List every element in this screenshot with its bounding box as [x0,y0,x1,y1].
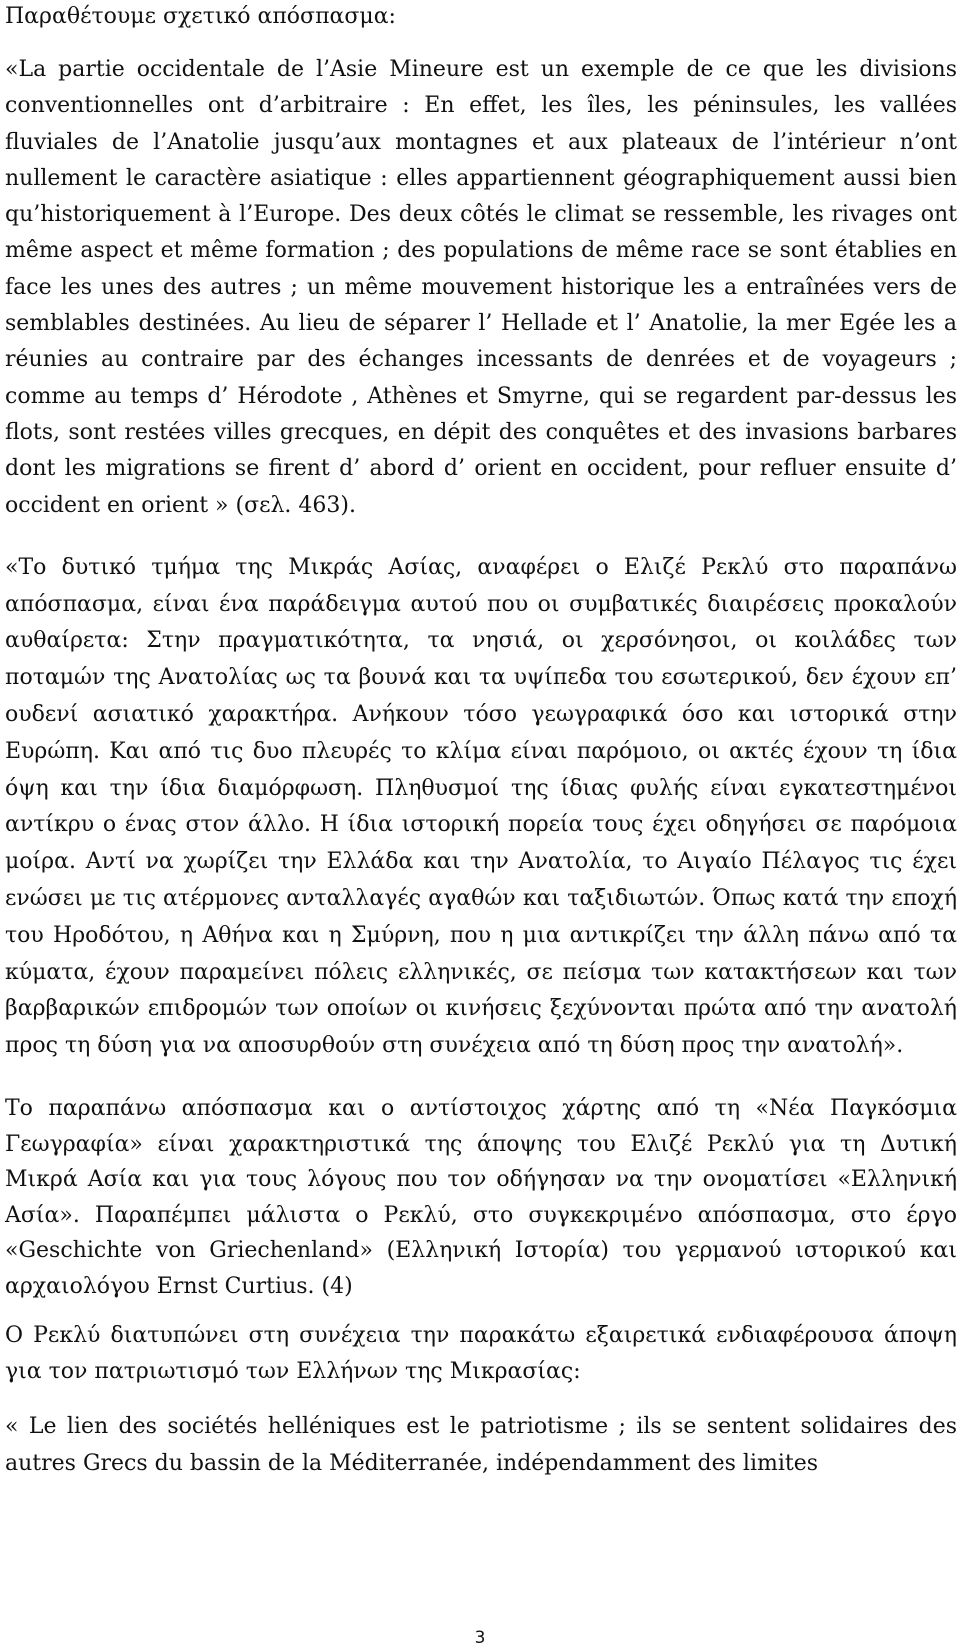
intro-paragraph: Ο Ρεκλύ διατυπώνει στη συνέχεια την παρακάτω εξαιρετικά ενδιαφέρουσα άποψη για τον πατριωτισμό των Ελλήνων της Μικρασίας: [5,1323,957,1385]
greek-translation-paragraph: «Το δυτικό τμήμα της Μικράς Ασίας, αναφέρει ο Ελιζέ Ρεκλύ στο παραπάνω απόσπασμα, είναι ένα παράδειγμα αυτού που οι συμβατικές διαιρέσεις προκαλούν αυθαίρετα: Στην πραγματικότητα, τα νησιά, οι χερσόνησοι, οι κοιλάδες των ποταμών της Ανατολίας ως τα βουνά και τα υψίπεδα του εσωτερικού, δεν έχουν επ’ ουδενί ασιατικό χαρακτήρα. Ανήκουν τόσο γεωγραφικά όσο και ιστορικά στην Ευρώπη. Και από τις δυο πλευρές το κλίμα είναι παρόμοιο, οι ακτές έχουν τη ίδια όψη και την ίδια διαμόρφωση. Πληθυσμοί της ίδιας φυλής είναι εγκατεστημένοι αντίκρυ ο ένας στον άλλο. Η ίδια ιστορική πορεία τους έχει οδηγήσει σε παρόμοια μοίρα. Αντί να χωρίζει την Ελλάδα και την Ανατολία, το Αιγαίο Πέλαγος τις έχει ενώσει με τις ατέρμονες ανταλλαγές αγαθών και ταξιδιωτών. Όπως κατά την εποχή του Ηροδότου, η Αθήνα και η Σμύρνη, που η μια αντικρίζει την άλλη πάνω από τα κύματα, έχουν παραμείνει πόλεις ελληνικές, σε πείσμα των κατακτήσεων και των βαρβαρικών επιδρομών των οποίων οι κινήσεις ξεχύνονται πρώτα από την ανατολή προς τη δύση για να αποσυρθούν στη συνέχεια από τη δύση προς την ανατολή». [5,554,957,1059]
section-heading: Παραθέτουμε σχετικό απόσπασμα: [5,4,396,29]
page-number: 3 [474,1628,486,1648]
french-quote-paragraph: «La partie occidentale de l’Asie Mineure est un exemple de ce que les divisions conventionnelles ont d’arbitraire : En effet, les îles, les péninsules, les vallées fluviales de l’Anatolie jusqu’aux montagnes et aux plateaux de l’intérieur n’ont nullement le caractère asiatique : elles appartiennent géographiquement aussi bien qu’historiquement à l’Europe. Des deux côtés le climat se ressemble, les rivages ont même aspect et même formation ; des populations de même race se sont établies en face les unes des autres ; un même mouvement historique les a entraînées vers de semblables destinées. Au lieu de séparer l’ Hellade et l’ Anatolie, la mer Egée les a réunies au contraire par des échanges incessants de denrées et de voyageurs ; comme au temps d’ Hérodote , Athènes et Smyrne, qui se regardent par-dessus les flots, sont restées villes grecques, en dépit des conquêtes et des invasions barbares dont les migrations se firent d’ abord d’ orient en occident, pour refluer ensuite d’ occident en orient » (σελ. 463). [5,57,957,518]
document-page [5,0,957,1482]
french-quote-paragraph-2: « Le lien des sociétés helléniques est le patriotisme ; ils se sentent solidaires des autres Grecs du bassin de la Méditerranée, indépendamment des limites [5,1414,957,1477]
commentary-paragraph: Το παραπάνω απόσπασμα και ο αντίστοιχος χάρτης από τη «Νέα Παγκόσμια Γεωγραφία» είναι χαρακτηριστικά της άποψης του Ελιζέ Ρεκλύ για τη Δυτική Μικρά Ασία και για τους λόγους που τον οδήγησαν να την ονοματίσει «Ελληνική Ασία». Παραπέμπει μάλιστα ο Ρεκλύ, στο συγκεκριμένο απόσπασμα, στο έργο «Geschichte von Griechenland» (Ελληνική Ιστορία) του γερμανού ιστορικού και αρχαιολόγου Ernst Curtius. (4) [5,1096,957,1299]
